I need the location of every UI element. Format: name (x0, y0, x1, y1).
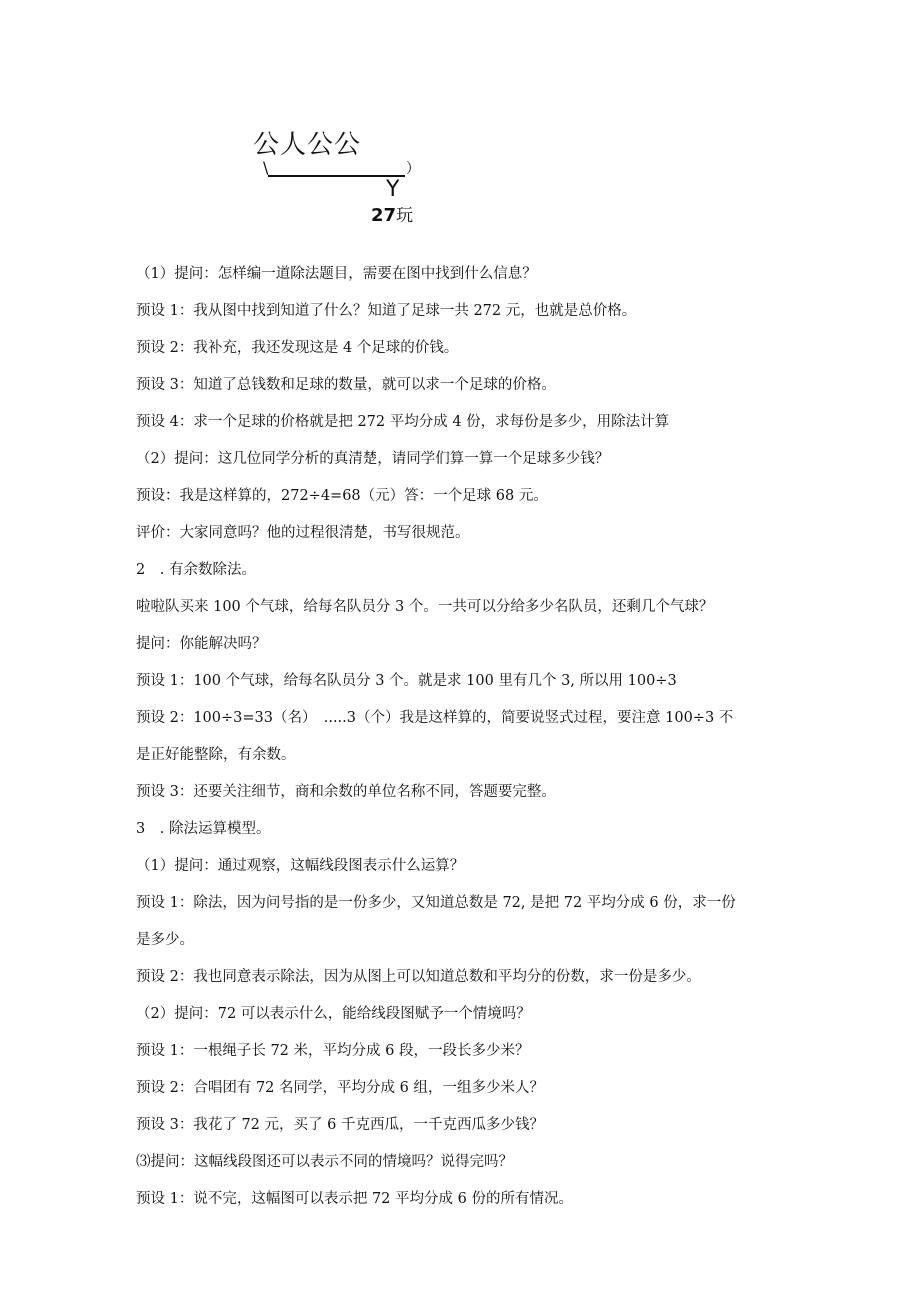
figure-right-mark: ） (406, 161, 420, 177)
text-line: 预设 2：100÷3=33（名） .....3（个）我是这样算的，简要说竖式过程，要注意 100÷3 不 (136, 710, 734, 726)
text-line: 预设 3：知道了总钱数和足球的数量，就可以求一个足球的价格。 (136, 377, 556, 393)
figure-segment-line (268, 175, 405, 177)
text-line: 预设 3：我花了 72 元，买了 6 千克西瓜，一千克西瓜多少钱？ (136, 1117, 544, 1133)
text-line: 预设 1：除法，因为问号指的是一份多少，又知道总数是 72, 是把 72 平均分成 6 份，求一份 (136, 895, 736, 911)
text-line: 预设 4：求一个足球的价格就是把 272 平均分成 4 份，求每份是多少，用除法计算 (136, 414, 670, 430)
text-line: （1）提问：通过观察，这幅线段图表示什么运算？ (136, 858, 465, 874)
text-line: 预设：我是这样算的，272÷4=68（元）答：一个足球 68 元。 (136, 488, 548, 504)
text-line: 是正好能整除，有余数。 (136, 747, 296, 763)
text-line: 啦啦队买来 100 个气球，给每名队员分 3 个。一共可以分给多少名队员，还剩几个气球？ (136, 599, 714, 615)
text-line: （1）提问：怎样编一道除法题目，需要在图中找到什么信息？ (136, 266, 537, 282)
figure-arrow-label: Y (386, 177, 400, 202)
figure-total-number: 27 (371, 205, 397, 226)
section-heading: 2 . 有余数除法。 (136, 562, 256, 578)
text-line: 预设 1：100 个气球，给每名队员分 3 个。就是求 100 里有几个 3, 所以用 100÷3 (136, 673, 677, 689)
figure-total (371, 201, 413, 226)
text-line: 是多少。 (136, 932, 194, 948)
text-line: 评价：大家同意吗？他的过程很清楚，书写很规范。 (136, 525, 470, 541)
text-line: ⑶提问：这幅线段图还可以表示不同的情境吗？说得完吗？ (136, 1154, 513, 1170)
section-heading: 3 . 除法运算模型。 (136, 821, 271, 837)
text-line: 预设 2：合唱团有 72 名同学，平均分成 6 组，一组多少米人？ (136, 1080, 544, 1096)
text-line: （2）提问：这几位同学分析的真清楚，请同学们算一算一个足球多少钱？ (136, 451, 610, 467)
text-line: （2）提问：72 可以表示什么，能给线段图赋予一个情境吗？ (136, 1006, 531, 1022)
text-line: 预设 2：我也同意表示除法，因为从图上可以知道总数和平均分的份数，求一份是多少。 (136, 969, 701, 985)
text-line: 预设 3：还要关注细节，商和余数的单位名称不同，答题要完整。 (136, 784, 556, 800)
text-line: 提问：你能解决吗？ (136, 636, 267, 652)
text-line: 预设 1：一根绳子长 72 米，平均分成 6 段，一段长多少米？ (136, 1043, 530, 1059)
text-line: 预设 1：我从图中找到知道了什么？知道了足球一共 272 元，也就是总价格。 (136, 303, 637, 319)
figure-total-unit: 玩 (396, 206, 414, 226)
figure-title: 公人公公 (253, 130, 362, 160)
line-segment-figure (0, 0, 920, 240)
figure-left-mark: \ (263, 158, 269, 177)
text-line: 预设 2：我补充，我还发现这是 4 个足球的价钱。 (136, 340, 459, 356)
text-line: 预设 1：说不完，这幅图可以表示把 72 平均分成 6 份的所有情况。 (136, 1191, 573, 1207)
